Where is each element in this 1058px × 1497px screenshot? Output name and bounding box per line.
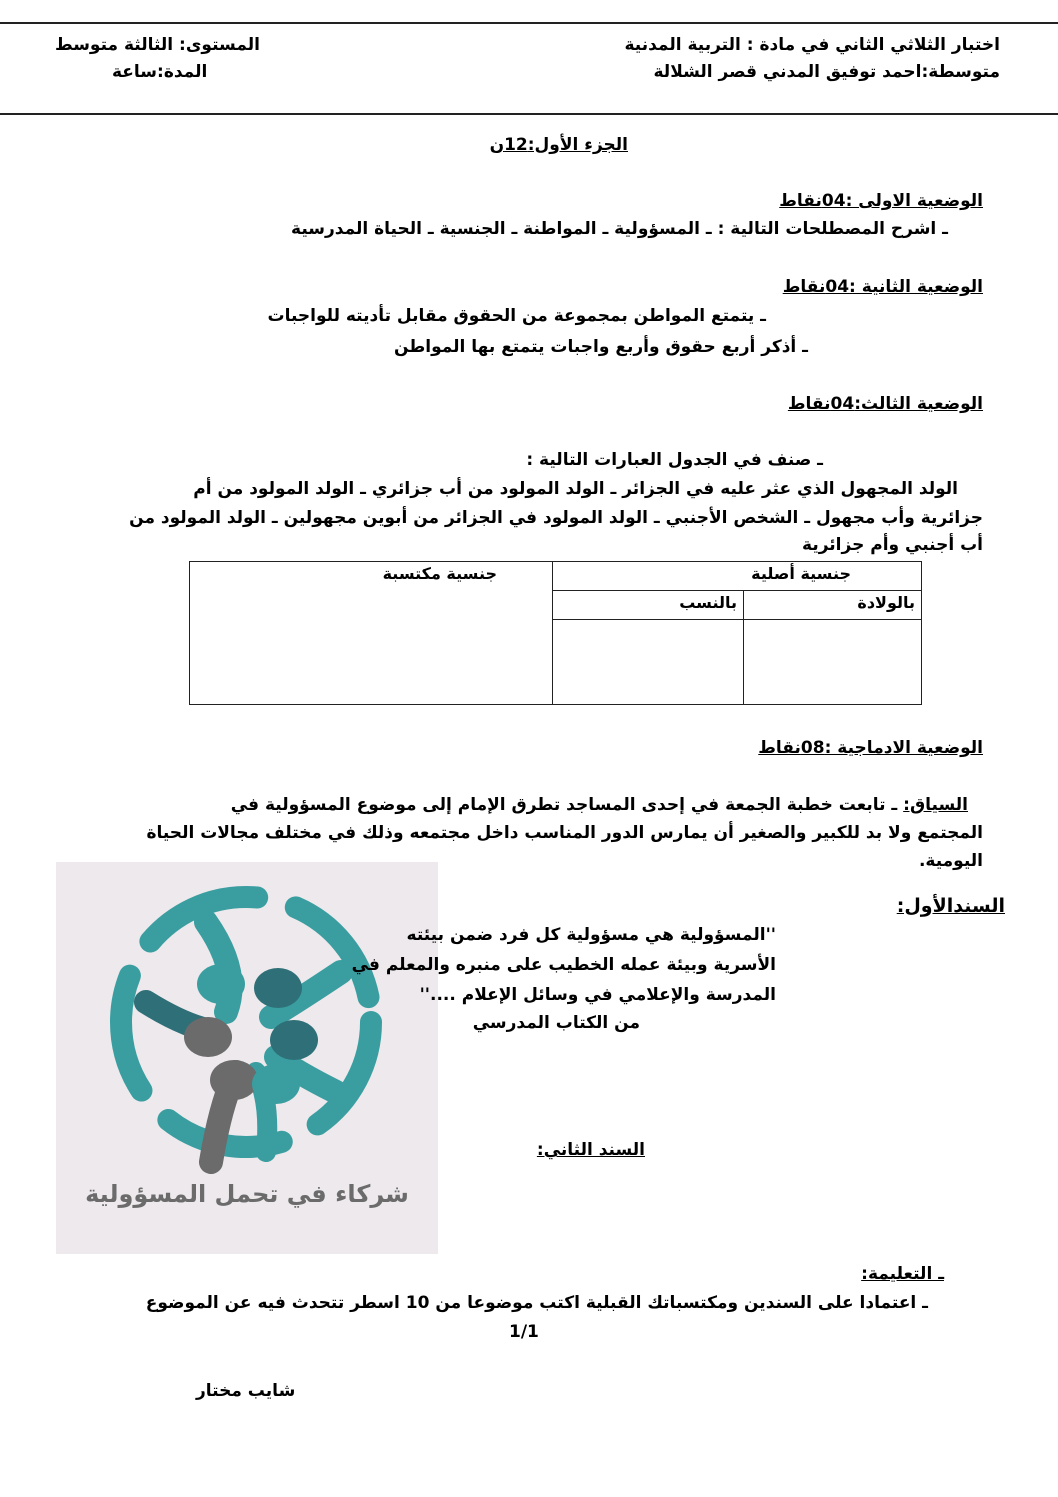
school-name: متوسطة:احمد توفيق المدني قصر الشلالة <box>653 62 1000 82</box>
header-by-lineage: بالنسب <box>553 591 744 620</box>
context-label: السياق: <box>903 795 968 815</box>
situation2-line2: ـ أذكر أربع حقوق وأربع واجبات يتمتع بها المواطن <box>393 337 808 357</box>
part1-title: الجزء الأول:12ن <box>489 135 628 155</box>
task-text: ـ اعتمادا على السندين ومكتسباتك القبلية اكتب موضوعا من 10 اسطر تتحدث فيه عن الموضوع <box>145 1293 928 1313</box>
situation3-title: الوضعية الثالث:04نقاط <box>787 394 983 414</box>
situation3-line1: الولد المجهول الذي عثر عليه في الجزائر ـ الولد المولود من أب جزائري ـ الولد المولود من أم <box>193 479 958 499</box>
author-name: شايب مختار <box>196 1381 296 1401</box>
support1-line2: الأسرية وبيئة عمله الخطيب على منبره والمعلم في <box>351 955 776 975</box>
task-title: ـ التعليمة: <box>861 1264 944 1284</box>
support1-title: السندالأول: <box>896 895 1005 917</box>
level-label: المستوى: الثالثة متوسط <box>55 35 260 55</box>
support1-line3: المدرسة والإعلامي في وسائل الإعلام ....'' <box>419 985 776 1005</box>
cell-by-lineage[interactable] <box>553 620 744 705</box>
duration-label: المدة:ساعة <box>112 62 208 82</box>
support2-title: السند الثاني: <box>536 1140 645 1160</box>
header-original-nationality: جنسية أصلية <box>553 562 922 591</box>
context-text: ـ تابعت خطبة الجمعة في إحدى المساجد تطرق الإمام إلى موضوع المسؤولية في <box>230 795 904 815</box>
integration-title: الوضعية الادماجية :08نقاط <box>758 738 983 758</box>
cell-by-birth[interactable] <box>744 620 922 705</box>
context-line2: المجتمع ولا بد للكبير والصغير أن يمارس الدور المناسب داخل مجتمعه وذلك في مختلف مجالات الحياة <box>146 823 983 843</box>
header-top-rule <box>0 22 1058 24</box>
context-line1 <box>231 795 968 815</box>
situation3-line2: جزائرية وأب مجهول ـ الشخص الأجنبي ـ الولد المولود في الجزائر من أبوين مجهولين ـ الولد المولود من <box>129 508 983 528</box>
support1-source: من الكتاب المدرسي <box>472 1013 640 1033</box>
situation2-line1: ـ يتمتع المواطن بمجموعة من الحقوق مقابل تأديته للواجبات <box>267 306 766 326</box>
situation1-title: الوضعية الاولى :04نقاط <box>779 191 983 211</box>
situation2-title: الوضعية الثانية :04نقاط <box>782 277 983 297</box>
nationality-table <box>189 561 922 705</box>
situation1-text: ـ اشرح المصطلحات التالية : ـ المسؤولية ـ المواطنة ـ الجنسية ـ الحياة المدرسية <box>291 219 948 239</box>
situation3-instruction: ـ صنف في الجدول العبارات التالية : <box>526 450 823 470</box>
header-bottom-rule <box>0 113 1058 115</box>
context-line3: اليومية. <box>918 851 983 871</box>
logo-caption: شركاء في تحمل المسؤولية <box>85 1180 409 1208</box>
support1-line1: ''المسؤولية هي مسؤولية كل فرد ضمن بيئته <box>406 925 776 945</box>
responsibility-logo-image <box>56 862 438 1254</box>
exam-title: اختبار الثلاثي الثاني في مادة : التربية المدنية <box>624 35 1000 55</box>
header-by-birth: بالولادة <box>744 591 922 620</box>
header-acquired-nationality: جنسية مكتسبة <box>190 562 553 705</box>
page-number: 1/1 <box>509 1322 539 1342</box>
situation3-line3: أب أجنبي وأم جزائرية <box>802 535 983 555</box>
